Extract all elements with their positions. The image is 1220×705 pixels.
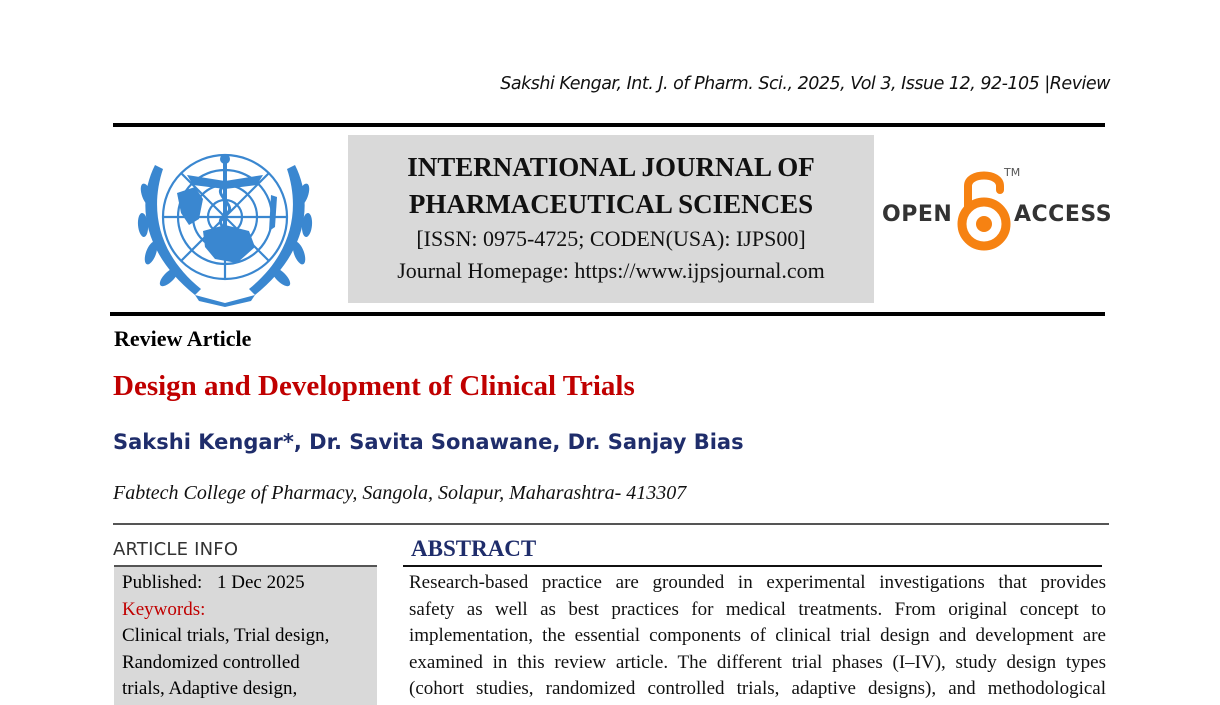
journal-title-line2: PHARMACEUTICAL SCIENCES [408,189,814,219]
abstract-line: implementation, the essential components of clinical trial design and development are [409,625,1106,646]
article-info-heading: ARTICLE INFO [113,539,239,560]
abstract-line: safety as well as best practices for medical treatments. From original concept to [409,598,1106,620]
open-access-left-text: OPEN [882,202,953,227]
abstract-body [409,570,1106,703]
open-access-logo [880,162,1113,252]
trademark-label: TM [1004,166,1021,179]
article-title: Design and Development of Clinical Trials [113,370,635,402]
published-row [122,570,369,597]
masthead-bottom-rule [110,312,1105,316]
published-label: Published: [122,572,203,593]
keyword-line: Randomized controlled [122,651,300,673]
running-header: Sakshi Kengar, Int. J. of Pharm. Sci., 2025, Vol 3, Issue 12, 92-105 |Review [500,74,1110,94]
published-date: 1 Dec 2025 [216,572,305,593]
abstract-rule [403,565,1102,567]
article-type: Review Article [114,326,252,351]
article-info-box [114,565,377,705]
journal-issn: [ISSN: 0975-4725; CODEN(USA): IJPS00] [416,226,806,251]
section-divider [113,523,1109,525]
keywords-label: Keywords: [122,598,206,620]
keyword-line: trials, Adaptive design, [122,678,298,699]
keyword-line: Clinical trials, Trial design, [122,625,330,646]
journal-masthead-box [348,135,874,303]
abstract-line: examined in this review article. The different trial phases (I–IV), study design types [409,651,1106,673]
journal-homepage[interactable]: Journal Homepage: https://www.ijpsjournal.com [397,258,825,283]
abstract-heading: ABSTRACT [411,536,537,561]
abstract-line: Research-based practice are grounded in experimental investigations that provides [409,572,1106,593]
author-affiliation: Fabtech College of Pharmacy, Sangola, Solapur, Maharashtra- 413307 [113,482,687,504]
journal-title [348,149,874,223]
masthead-top-rule [113,123,1105,127]
open-access-right-text: ACCESS [1014,202,1113,227]
author-list: Sakshi Kengar*, Dr. Savita Sonawane, Dr. Sanjay Bias [113,430,744,454]
journal-emblem-icon [125,135,325,307]
abstract-line: (cohort studies, randomized controlled trials, adaptive designs), and methodological [409,678,1106,699]
journal-title-line1: INTERNATIONAL JOURNAL OF [407,152,815,182]
